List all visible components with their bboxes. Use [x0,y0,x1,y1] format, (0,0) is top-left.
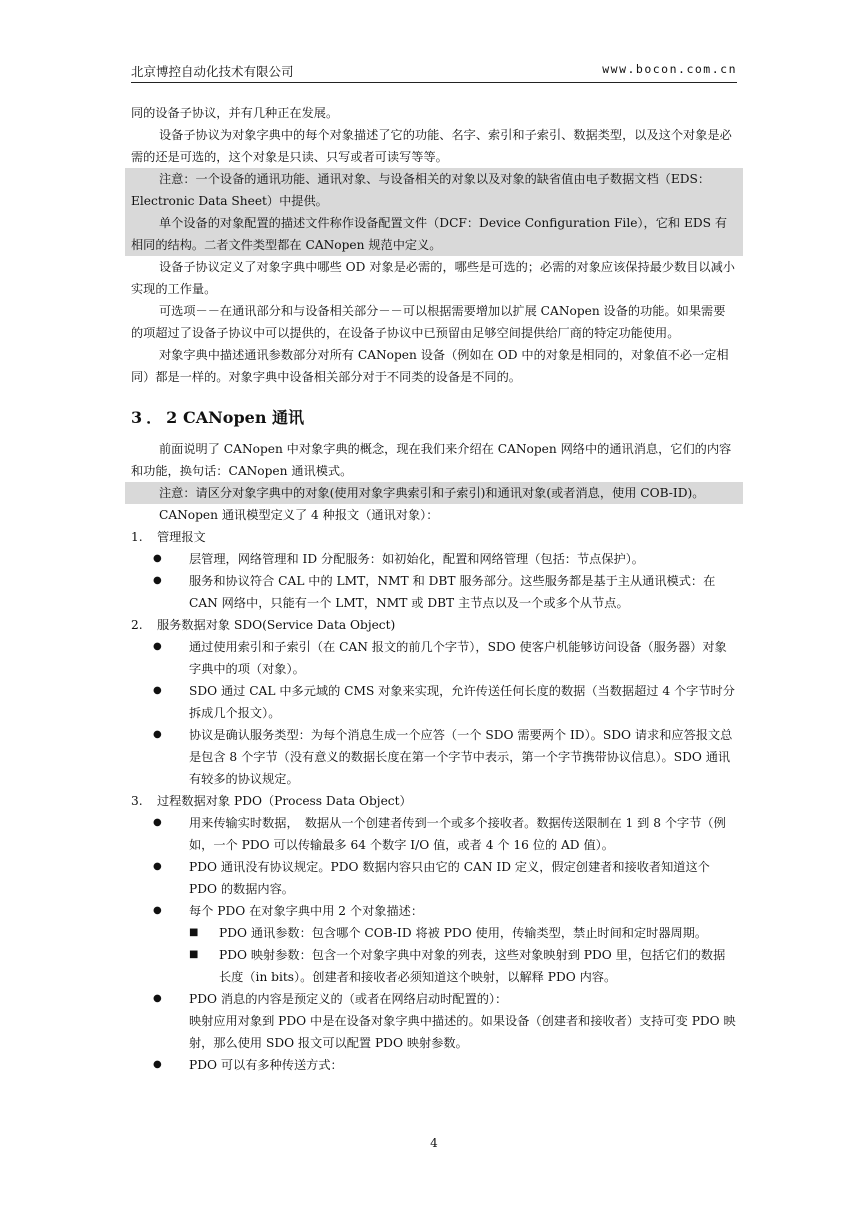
bullet-text: SDO 通过 CAL 中多元域的 CMS 对象来实现，允许传送任何长度的数据（当数据超过 4 个字节时分拆成几个报文）。 [189,684,735,720]
section-title: CANopen 通讯 [183,408,305,427]
bullet-item [131,548,737,570]
section-heading [131,406,737,430]
page-body [131,102,737,1076]
bullet-text: PDO 通讯没有协议规定。PDO 数据内容只由它的 CAN ID 定义，假定创建者和接收者知道这个 PDO 的数据内容。 [189,860,710,896]
bullet-icon: ● [153,993,162,1004]
page-header [131,62,737,82]
bullet-icon: ● [153,553,162,564]
bullet-text: PDO 可以有多种传送方式： [189,1058,343,1072]
bullet-item [131,680,737,724]
item-number: 3. [131,794,143,808]
bullet-item [131,856,737,900]
bullet-text: PDO 消息的内容是预定义的（或者在网络启动时配置的）： [189,992,508,1006]
section-number: 3．2 [131,408,182,427]
bullet-item [131,636,737,680]
mapping-text: 映射应用对象到 PDO 中是在设备对象字典中描述的。如果设备（创建者和接收者）支持可变 PDO 映射，那么使用 SDO 报文可以配置 PDO 映射参数。 [189,1014,736,1050]
bullet-item [131,1054,737,1076]
bullet-item [131,724,737,790]
bullet-icon: ● [153,817,162,828]
item-number: 2. [131,618,143,632]
item-title: 服务数据对象 SDO(Service Data Object) [157,618,396,632]
bullet-item [131,900,737,922]
bullet-item [131,988,737,1010]
note-box-cobid: 注意：请区分对象字典中的对象(使用对象字典索引和子索引)和通讯对象(或者消息，使用 COB-ID)。 [125,482,743,504]
numbered-item [131,526,737,548]
bullet-icon: ● [153,905,162,916]
bullet-icon: ● [153,575,162,586]
bullet-text: 通过使用索引和子索引（在 CAN 报文的前几个字节），SDO 使客户机能够访问设备（服务器）对象字典中的项（对象）。 [189,640,727,676]
note-text: 注意：一个设备的通讯功能、通讯对象、与设备相关的对象以及对象的缺省值由电子数据文档（EDS：Electronic Data Sheet）中提供。 [131,172,711,208]
sub-bullet-item [131,922,737,944]
header-website: www.bocon.com.cn [602,62,737,76]
bullet-text: 用来传输实时数据， 数据从一个创建者传到一个或多个接收者。数据传送限制在 1 到 8 个字节（例如，一个 PDO 可以传输最多 64 个数字 I/O 值，或者 4 个 16 位的 AD 值）。 [189,816,726,852]
bullet-text: 每个 PDO 在对象字典中用 2 个对象描述： [189,904,424,918]
sub-bullet-text: PDO 通讯参数：包含哪个 COB-ID 将被 PDO 使用，传输类型，禁止时间和定时器周期。 [219,926,708,940]
bullet-text: 协议是确认服务类型：为每个消息生成一个应答（一个 SDO 需要两个 ID）。SDO 请求和应答报文总是包含 8 个字节（没有意义的数据长度在第一个字节中表示，第一个字节携带协议信息）。SDO 通讯有较多的协议规定。 [189,728,733,786]
item-number: 1. [131,530,143,544]
bullet-item [131,812,737,856]
square-bullet-icon: ■ [189,949,199,960]
bullet-icon: ● [153,641,162,652]
item-title: 管理报文 [157,530,206,544]
paragraph: 对象字典中描述通讯参数部分对所有 CANopen 设备（例如在 OD 中的对象是相同的，对象值不必一定相同）都是一样的。对象字典中设备相关部分对于不同类的设备是不同的。 [131,348,729,384]
paragraph: 设备子协议为对象字典中的每个对象描述了它的功能、名字、索引和子索引、数据类型，以及这个对象是必需的还是可选的，这个对象是只读、只写或者可读写等等。 [131,128,732,164]
bullet-item [131,570,737,614]
bullet-icon: ● [153,861,162,872]
sub-bullet-text: PDO 映射参数：包含一个对象字典中对象的列表，这些对象映射到 PDO 里，包括它们的数据长度（in bits）。创建者和接收者必须知道这个映射，以解释 PDO 内容。 [219,948,726,984]
paragraph: 同的设备子协议，并有几种正在发展。 [131,106,339,120]
bullet-icon: ● [153,685,162,696]
paragraph: 设备子协议定义了对象字典中哪些 OD 对象是必需的，哪些是可选的；必需的对象应该保持最少数目以减小实现的工作量。 [131,260,735,296]
square-bullet-icon: ■ [189,927,199,938]
bullet-icon: ● [153,729,162,740]
bullet-text: 层管理，网络管理和 ID 分配服务：如初始化，配置和网络管理（包括：节点保护）。 [189,552,644,566]
item-title: 过程数据对象 PDO（Process Data Object） [157,794,412,808]
paragraph: CANopen 通讯模型定义了 4 种报文（通讯对象）： [159,508,439,522]
paragraph: 可选项－－在通讯部分和与设备相关部分－－可以根据需要增加以扩展 CANopen 设备的功能。如果需要的项超过了设备子协议中可以提供的，在设备子协议中已预留由足够空间提供给厂商的特定功能使用。 [131,304,726,340]
header-company: 北京博控自动化技术有限公司 [131,64,294,79]
paragraph: 前面说明了 CANopen 中对象字典的概念，现在我们来介绍在 CANopen 网络中的通讯消息，它们的内容和功能，换句话：CANopen 通讯模式。 [131,442,732,478]
sub-bullet-item [131,944,737,988]
bullet-text: 服务和协议符合 CAL 中的 LMT，NMT 和 DBT 服务部分。这些服务都是基于主从通讯模式：在 CAN 网络中，只能有一个 LMT，NMT 或 DBT 主节点以及一个或多个从节点。 [189,574,716,610]
page-number: 4 [430,1136,438,1150]
bullet-icon: ● [153,1059,162,1070]
note-box-eds [125,168,743,256]
numbered-item [131,790,737,812]
numbered-item [131,614,737,636]
header-divider [131,82,737,83]
mapping-paragraph [131,1010,737,1054]
note-text: 单个设备的对象配置的描述文件称作设备配置文件（DCF：Device Configuration File），它和 EDS 有相同的结构。二者文件类型都在 CANopen 规范中定义。 [131,216,728,252]
